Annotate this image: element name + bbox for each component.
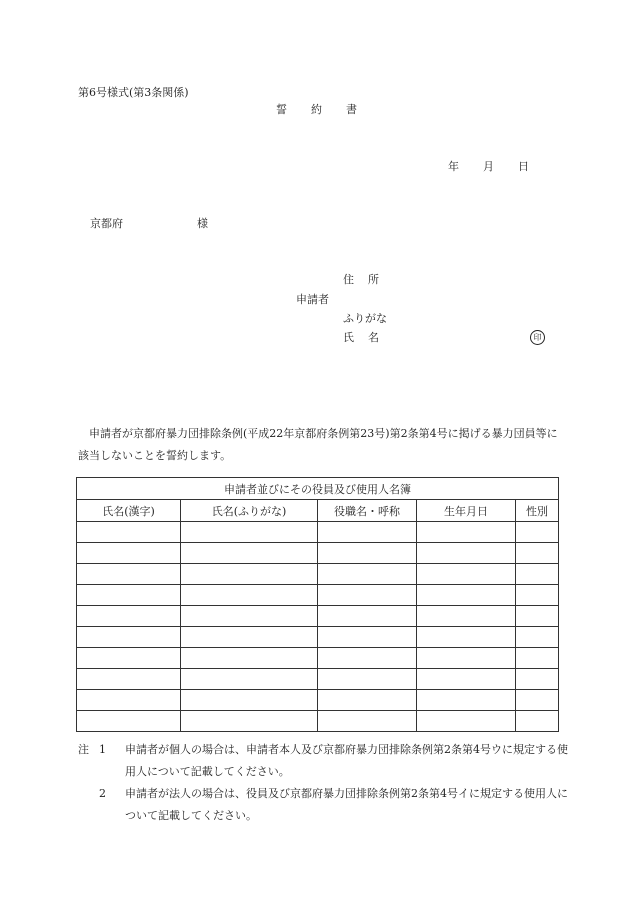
table-row <box>77 585 559 606</box>
table-cell[interactable] <box>318 627 417 648</box>
table-cell[interactable] <box>181 564 318 585</box>
table-cell[interactable] <box>417 543 516 564</box>
roster-column-header: 性別 <box>516 500 559 522</box>
note-item <box>78 783 568 827</box>
table-cell[interactable] <box>516 522 559 543</box>
table-cell[interactable] <box>77 627 181 648</box>
table-cell[interactable] <box>417 648 516 669</box>
addressee-name: 京都府 <box>90 217 123 230</box>
table-cell[interactable] <box>181 648 318 669</box>
table-cell[interactable] <box>77 606 181 627</box>
note-item <box>78 739 568 783</box>
table-cell[interactable] <box>417 711 516 732</box>
addressee-honorific: 様 <box>197 217 208 230</box>
table-cell[interactable] <box>516 627 559 648</box>
seal-mark: 印 <box>530 330 545 345</box>
document-title: 誓約書 <box>276 103 381 116</box>
table-row <box>77 648 559 669</box>
date-year-label: 年 <box>448 160 459 173</box>
note-number: 2 <box>99 787 106 800</box>
table-cell[interactable] <box>516 669 559 690</box>
table-row <box>77 627 559 648</box>
table-cell[interactable] <box>516 711 559 732</box>
roster-table <box>76 477 559 732</box>
table-cell[interactable] <box>417 585 516 606</box>
note-number: 1 <box>99 743 106 756</box>
table-row <box>77 690 559 711</box>
address-label: 住所 <box>343 273 393 286</box>
name-label: 氏名 <box>343 331 393 344</box>
table-cell[interactable] <box>516 564 559 585</box>
note-text: 申請者が個人の場合は、申請者本人及び京都府暴力団排除条例第2条第4号ウに規定する使用人について記載してください。 <box>125 743 568 778</box>
table-cell[interactable] <box>516 543 559 564</box>
table-row <box>77 711 559 732</box>
table-cell[interactable] <box>77 564 181 585</box>
roster-column-header: 生年月日 <box>417 500 516 522</box>
table-row <box>77 543 559 564</box>
table-cell[interactable] <box>417 564 516 585</box>
table-cell[interactable] <box>516 690 559 711</box>
table-cell[interactable] <box>181 627 318 648</box>
table-cell[interactable] <box>417 606 516 627</box>
table-row <box>77 669 559 690</box>
roster-column-header: 氏名(ふりがな) <box>181 500 318 522</box>
table-cell[interactable] <box>318 606 417 627</box>
table-cell[interactable] <box>77 669 181 690</box>
table-cell[interactable] <box>77 711 181 732</box>
table-cell[interactable] <box>77 543 181 564</box>
table-cell[interactable] <box>318 585 417 606</box>
table-cell[interactable] <box>318 669 417 690</box>
table-cell[interactable] <box>516 585 559 606</box>
table-cell[interactable] <box>318 522 417 543</box>
table-row <box>77 564 559 585</box>
table-cell[interactable] <box>417 690 516 711</box>
addressee <box>90 218 208 229</box>
table-cell[interactable] <box>181 711 318 732</box>
notes <box>78 739 568 827</box>
table-cell[interactable] <box>77 648 181 669</box>
form-number: 第6号様式(第3条関係) <box>78 86 189 99</box>
table-cell[interactable] <box>318 648 417 669</box>
table-cell[interactable] <box>516 606 559 627</box>
table-cell[interactable] <box>181 543 318 564</box>
furigana-label: ふりがな <box>343 312 387 325</box>
date-line <box>448 161 529 172</box>
table-cell[interactable] <box>318 564 417 585</box>
roster-column-header: 役職名・呼称 <box>318 500 417 522</box>
table-cell[interactable] <box>417 522 516 543</box>
roster-caption: 申請者並びにその役員及び使用人名簿 <box>77 478 559 500</box>
table-cell[interactable] <box>77 690 181 711</box>
date-month-label: 月 <box>483 160 494 173</box>
pledge-statement <box>78 423 563 467</box>
table-cell[interactable] <box>181 669 318 690</box>
note-text: 申請者が法人の場合は、役員及び京都府暴力団排除条例第2条第4号イに規定する使用人について記載してください。 <box>125 787 568 822</box>
note-mark: 注 <box>78 743 89 756</box>
table-cell[interactable] <box>181 690 318 711</box>
table-row <box>77 606 559 627</box>
table-cell[interactable] <box>318 690 417 711</box>
table-cell[interactable] <box>318 543 417 564</box>
table-row <box>77 522 559 543</box>
table-cell[interactable] <box>77 585 181 606</box>
table-cell[interactable] <box>181 522 318 543</box>
roster-column-header: 氏名(漢字) <box>77 500 181 522</box>
table-cell[interactable] <box>318 711 417 732</box>
table-cell[interactable] <box>77 522 181 543</box>
table-cell[interactable] <box>417 627 516 648</box>
table-cell[interactable] <box>181 585 318 606</box>
date-day-label: 日 <box>518 160 529 173</box>
applicant-label: 申請者 <box>296 293 329 306</box>
table-cell[interactable] <box>181 606 318 627</box>
table-cell[interactable] <box>417 669 516 690</box>
table-cell[interactable] <box>516 648 559 669</box>
pledge-text: 申請者が京都府暴力団排除条例(平成22年京都府条例第23号)第2条第4号に掲げる暴力団員等に該当しないことを誓約します。 <box>78 427 558 462</box>
